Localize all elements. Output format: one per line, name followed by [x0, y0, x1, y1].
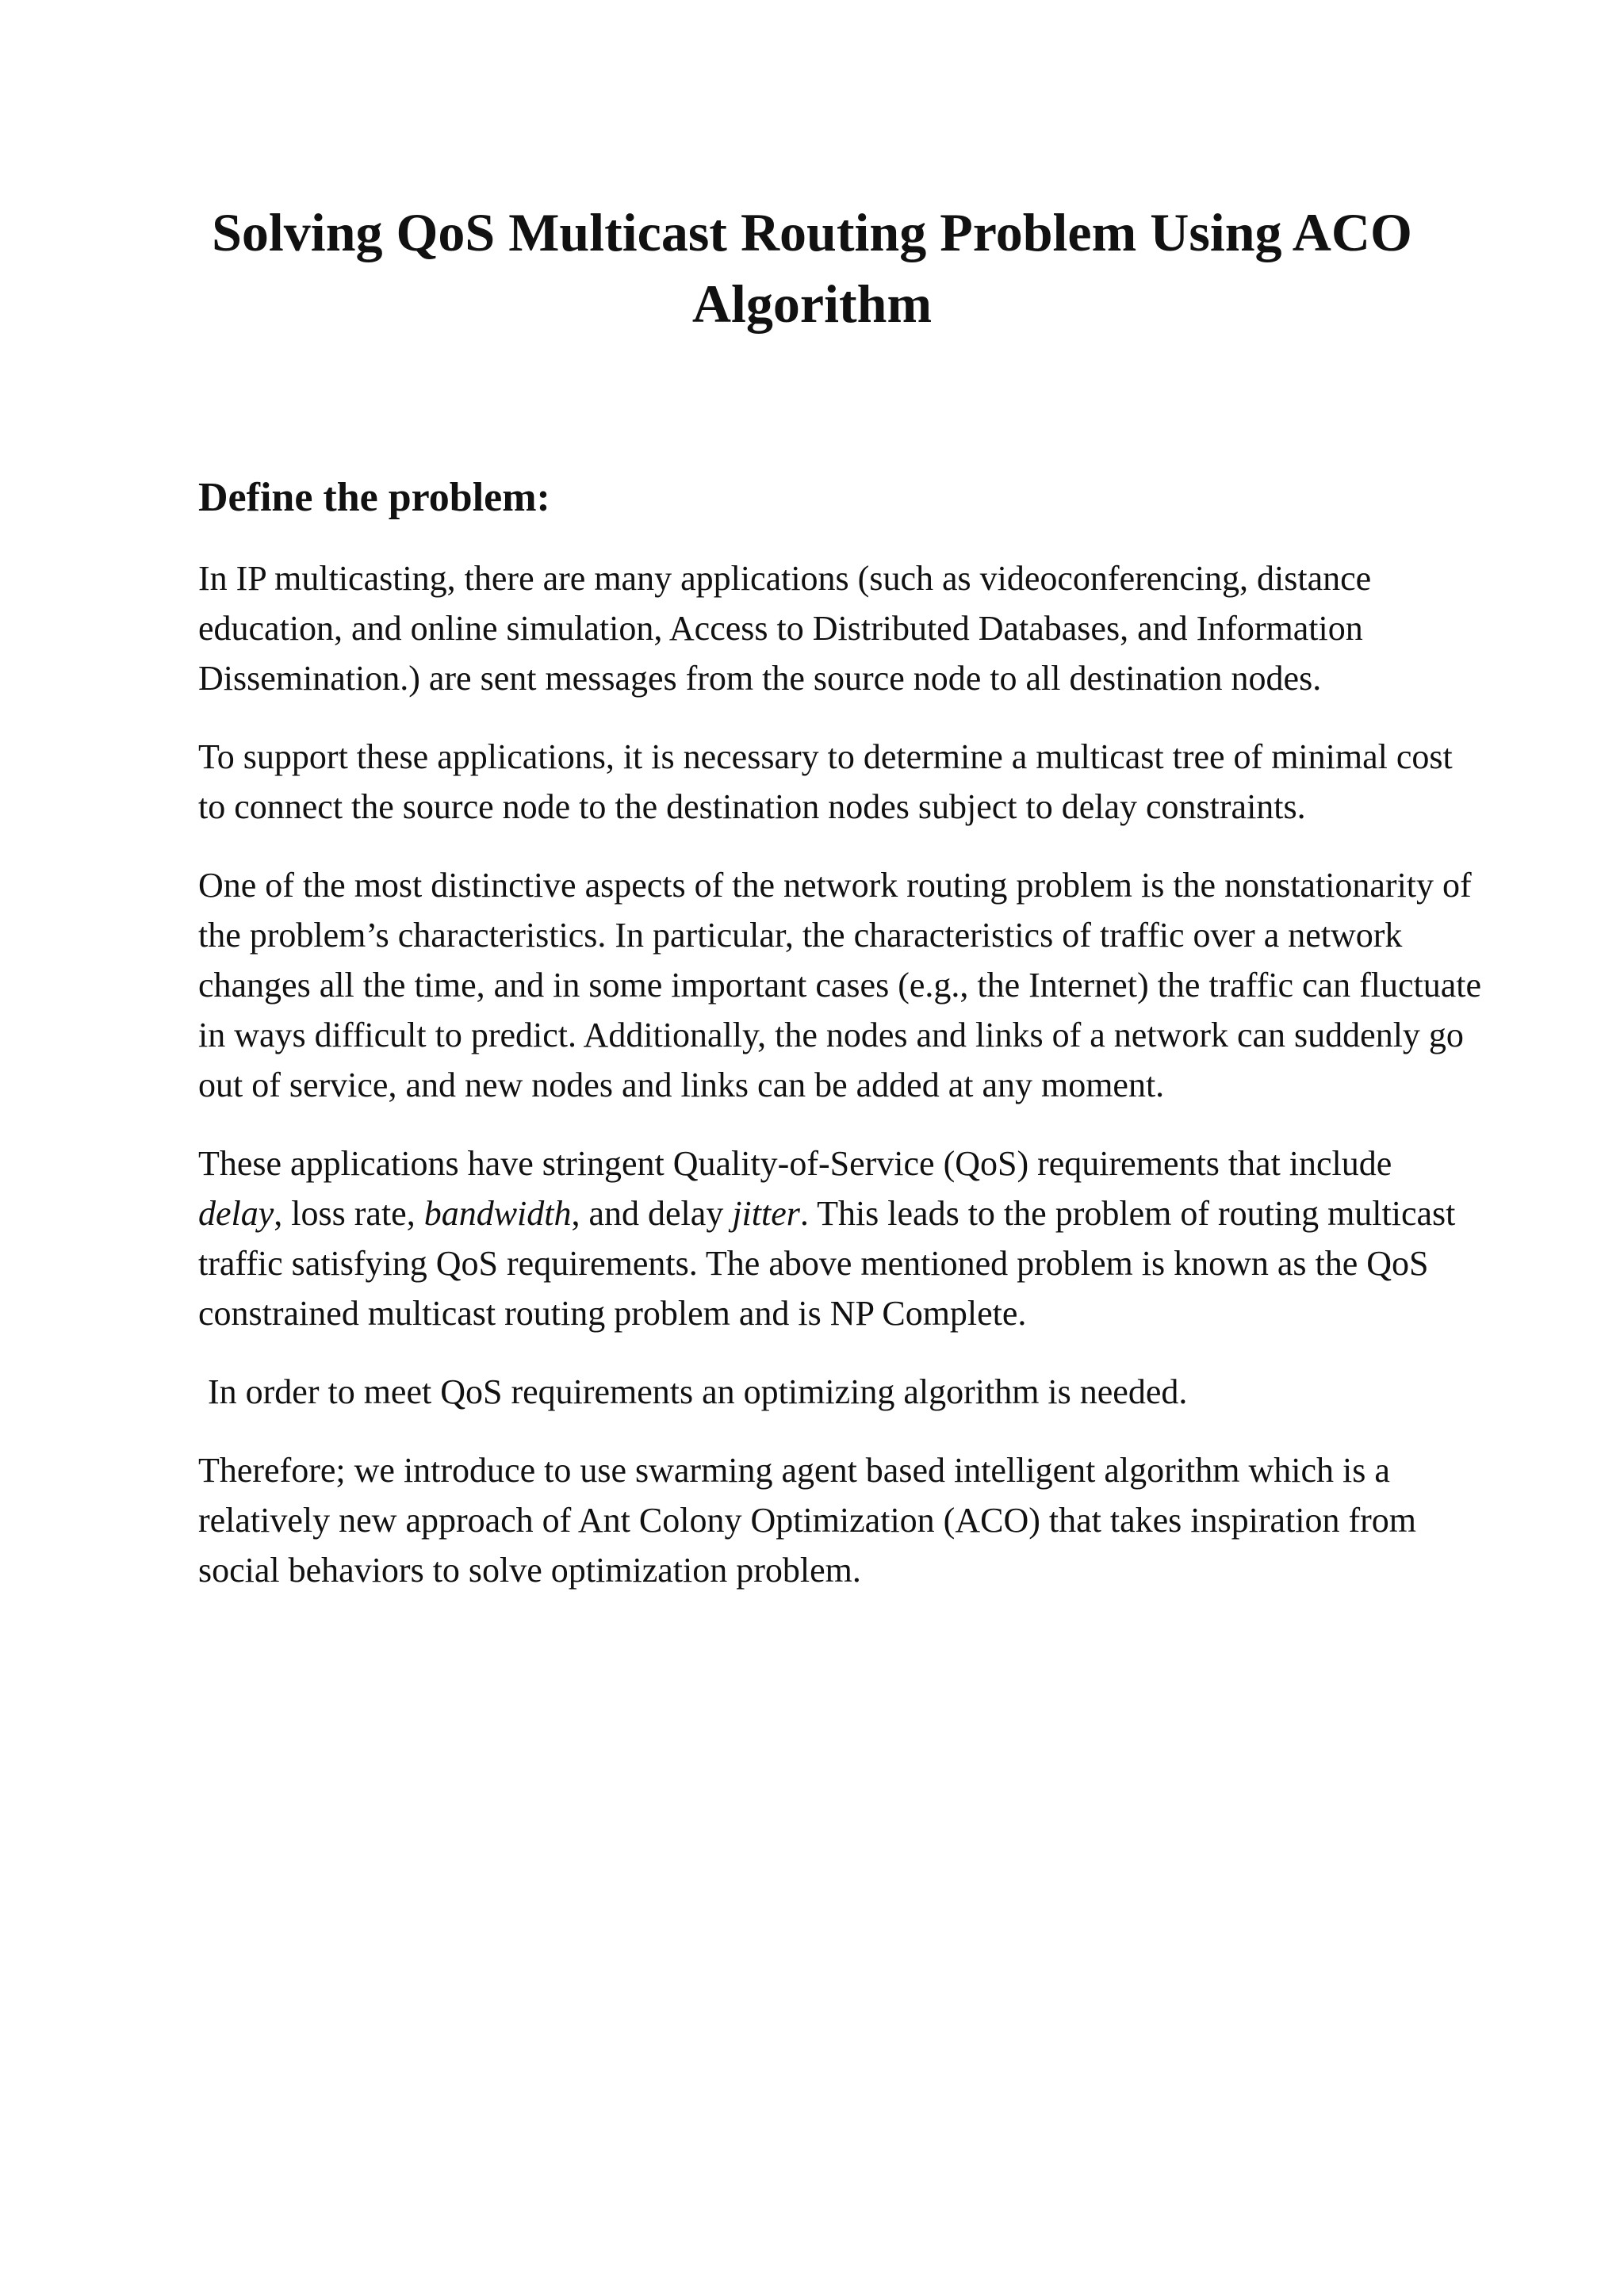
paragraph-3: One of the most distinctive aspects of the network routing problem is the nonstationarity of the problem’s characteristics. In particular, the characteristics of traffic over a network changes all the time, and in some important cases (e.g., the Internet) the traffic can fluctuate in ways difficult to predict. Additionally, the nodes and links of a network can suddenly go out of service, and new nodes and links can be added at any moment.	[198, 866, 1481, 1104]
paragraph-4-emphasis-delay: delay	[198, 1194, 274, 1233]
document-body	[198, 471, 1483, 1624]
paragraph-4-emphasis-bandwidth: bandwidth	[423, 1194, 572, 1233]
paragraph-4	[198, 1138, 1483, 1338]
paragraph-4-text-4: . This leads to the problem of routing multicast traffic satisfying QoS requirements. The above mentioned problem is known as the QoS constrained multicast routing problem and is NP Complete.	[198, 1194, 1456, 1333]
section-heading: Define the problem:	[198, 475, 550, 520]
paragraph-4-text-2: , loss rate,	[274, 1194, 424, 1233]
paragraph-5: In order to meet QoS requirements an optimizing algorithm is needed.	[208, 1372, 1188, 1411]
document-title: Solving QoS Multicast Routing Problem Using ACO Algorithm	[212, 202, 1412, 334]
paragraph-1: In IP multicasting, there are many applications (such as videoconferencing, distance education, and online simulation, Access to Distributed Databases, and Information Dissemination.) are sent messages from the source node to all destination nodes.	[198, 559, 1372, 698]
paragraph-2: To support these applications, it is necessary to determine a multicast tree of minimal cost to connect the source node to the destination nodes subject to delay constraints.	[198, 737, 1453, 826]
paragraph-4-emphasis-jitter: jitter	[732, 1194, 800, 1233]
paragraph-6: Therefore; we introduce to use swarming agent based intelligent algorithm which is a relatively new approach of Ant Colony Optimization (ACO) that takes inspiration from social behaviors to solve optimization problem.	[198, 1451, 1416, 1590]
paragraph-4-text-3: , and delay	[571, 1194, 733, 1233]
paragraph-4-text-1: These applications have stringent Quality-of-Service (QoS) requirements that include	[198, 1144, 1392, 1183]
